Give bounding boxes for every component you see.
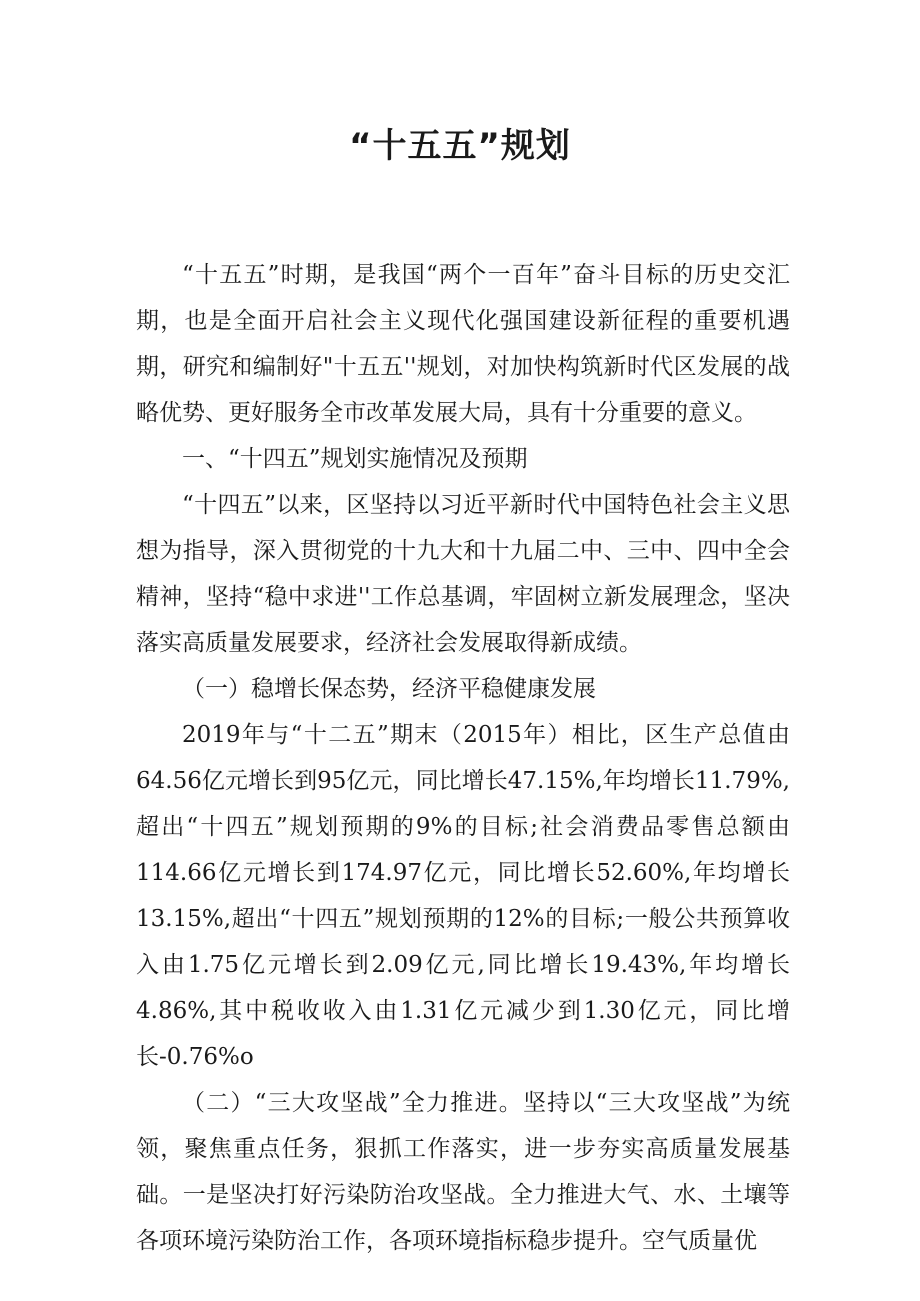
document-body (136, 252, 790, 1264)
document-title: “十五五”规划 (349, 126, 571, 166)
paragraph-economy-stats: 2019年与“十二五”期末（2015年）相比，区生产总值由64.56亿元增长到95亿元，同比增长47.15%,年均增长11.79%,超出“十四五”规划预期的9%的目标;社会消费品零售总额由114.66亿元增长到174.97亿元，同比增长52.60%,年均增长13.15%,超出“十四五”规划预期的12%的目标;一般公共预算收入由1.75亿元增长到2.09亿元,同比增长19.43%,年均增长4.86%,其中税收收入由1.31亿元减少到1.30亿元，同比增长-0.76%o (136, 722, 790, 1070)
section-heading-1: 一、“十四五”规划实施情况及预期 (182, 446, 528, 472)
paragraph-intro: “十五五”时期，是我国“两个一百年”奋斗目标的历史交汇期，也是全面开启社会主义现代化强国建设新征程的重要机遇期，研究和编制好"十五五''规划，对加快构筑新时代区发展的战略优势、更好服务全市改革发展大局，具有十分重要的意义。 (136, 262, 790, 426)
subsection-heading-1: （一）稳增长保态势，经济平稳健康发展 (182, 676, 596, 702)
paragraph-review: “十四五”以来，区坚持以习近平新时代中国特色社会主义思想为指导，深入贯彻党的十九大和十九届二中、三中、四中全会精神，坚持“稳中求进''工作总基调，牢固树立新发展理念，坚决落实高质量发展要求，经济社会发展取得新成绩。 (136, 492, 790, 656)
paragraph-three-battles: （二）“三大攻坚战”全力推进。坚持以“三大攻坚战”为统领，聚焦重点任务，狠抓工作落实，进一步夯实高质量发展基础。一是坚决打好污染防治攻坚战。全力推进大气、水、土壤等各项环境污染防治工作，各项环境指标稳步提升。空气质量优 (136, 1090, 790, 1254)
